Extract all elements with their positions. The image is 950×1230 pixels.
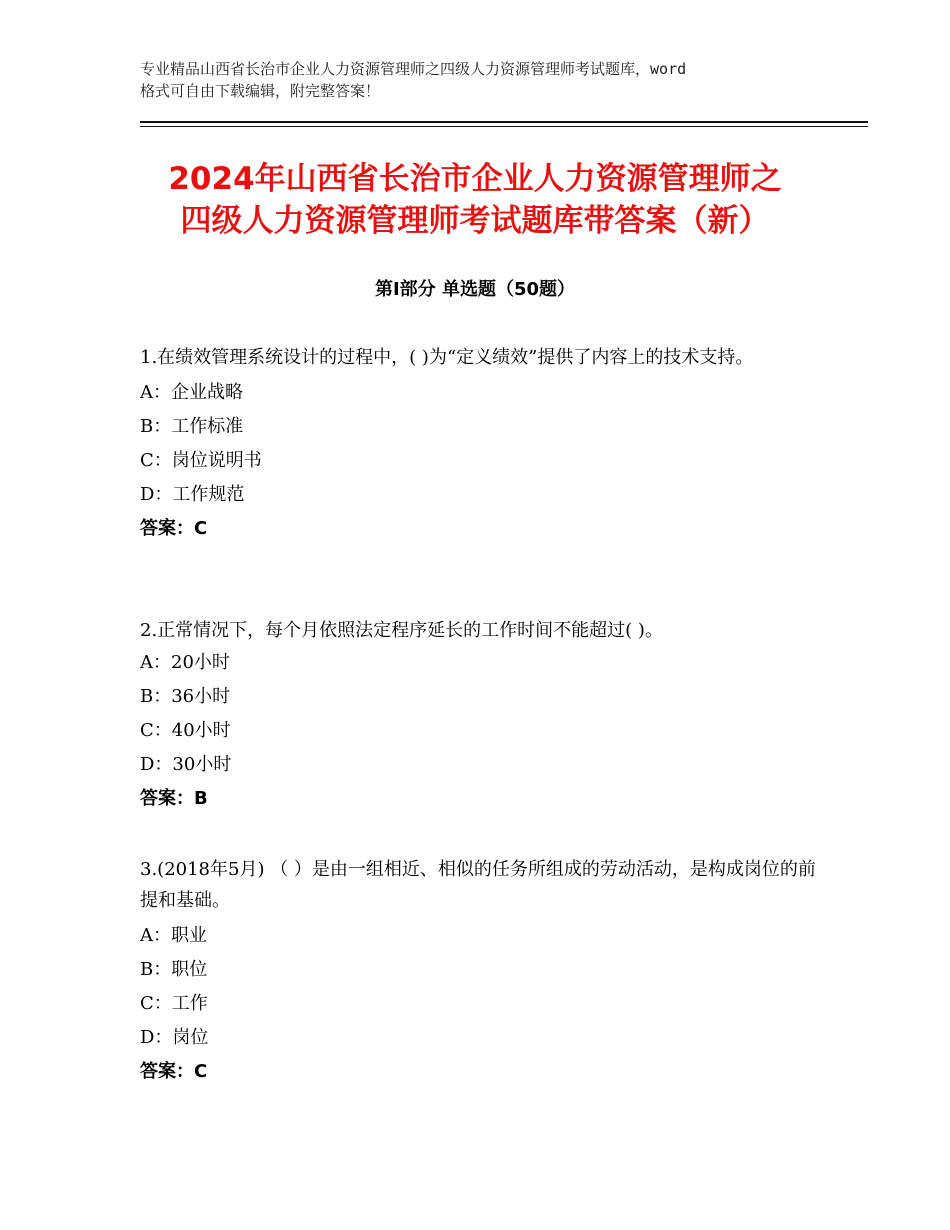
question-stem: 1.在绩效管理系统设计的过程中，( )为“定义绩效”提供了内容上的技术支持。 xyxy=(140,347,754,368)
option-b: B：工作标准 xyxy=(140,416,244,437)
question-2 xyxy=(140,615,830,816)
answer-label: 答案：C xyxy=(140,518,208,539)
option-b: B：36小时 xyxy=(140,686,231,707)
option-c: C：岗位说明书 xyxy=(140,450,262,471)
answer-label: 答案：B xyxy=(140,788,208,809)
header-note-line-2: 格式可自由下载编辑，附完整答案！ xyxy=(140,82,381,100)
section-title: 第Ⅰ部分 单选题（50题） xyxy=(374,279,575,300)
header-divider-thick xyxy=(140,121,868,123)
header-note xyxy=(140,58,830,102)
option-d: D：工作规范 xyxy=(140,484,245,505)
option-d: D：岗位 xyxy=(140,1027,209,1048)
option-b: B：职位 xyxy=(140,959,208,980)
question-3 xyxy=(140,854,830,1089)
option-a: A：20小时 xyxy=(140,652,230,673)
header-divider-thin xyxy=(140,126,868,127)
option-c: C：工作 xyxy=(140,993,208,1014)
document-title-line-1: 2024年山西省长治市企业人力资源管理师之 xyxy=(168,161,782,197)
option-a: A：企业战略 xyxy=(140,382,243,403)
option-a: A：职业 xyxy=(140,925,207,946)
question-1 xyxy=(140,342,830,546)
document-title xyxy=(110,158,840,242)
document-title-line-2: 四级人力资源管理师考试题库带答案（新） xyxy=(180,203,770,239)
option-c: C：40小时 xyxy=(140,720,231,741)
header-note-line-1: 专业精品山西省长治市企业人力资源管理师之四级人力资源管理师考试题库，word xyxy=(140,60,687,78)
question-stem: 2.正常情况下，每个月依照法定程序延长的工作时间不能超过( )。 xyxy=(140,620,663,641)
answer-label: 答案：C xyxy=(140,1061,208,1082)
option-d: D：30小时 xyxy=(140,754,232,775)
question-stem: 3.(2018年5月) （ ）是由一组相近、相似的任务所组成的劳动活动，是构成岗位的前提和基础。 xyxy=(140,859,816,911)
